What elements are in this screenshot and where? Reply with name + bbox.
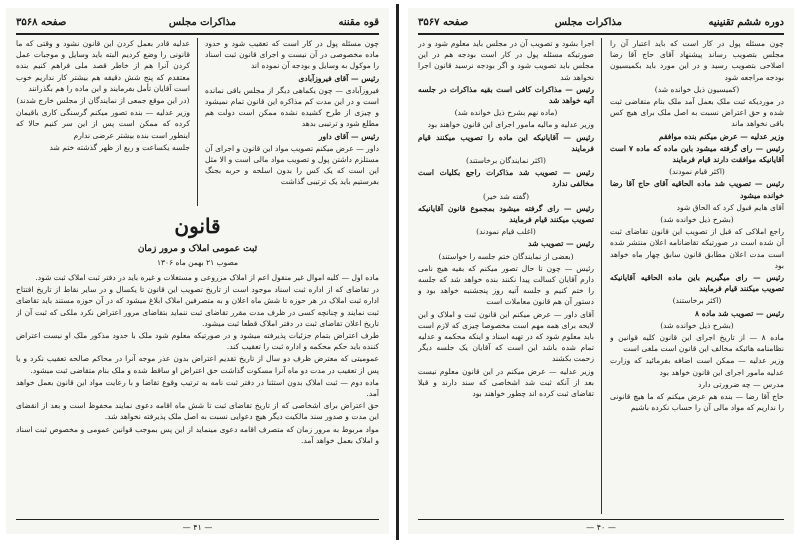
parenthetical-note: (در این موقع جمعی از نمایندگان از مجلس خارج شدند)	[16, 96, 190, 106]
paragraph: وزیر عدلیه — ممکن است اضافه بفرمائید که وزارت عدلیه مامور اجرای این قانون خواهد بود	[610, 356, 784, 377]
speaker-paragraph: وزیر عدلیه — عرض میکنم بنده موافقم	[658, 131, 784, 141]
left-header-left: صفحه ۳۵۶۸	[16, 16, 67, 28]
right-header-left: صفحه ۳۵۶۷	[418, 16, 469, 28]
paragraph: وزیر عدلیه و مالیه مامور اجرای این قانون خواهند بود	[427, 120, 594, 130]
parenthetical-note: (اغلب قیام نمودند)	[476, 227, 536, 237]
paragraph: در موردیکه ثبت ملک بعمل آمد ملک بنام متقاضی ثبت شده و حق اعتراض نسبت به اصل ملک برای هیچ کس باقی نخواهد ماند	[610, 97, 784, 129]
paragraph: آقای هایم قبول کرد که الحاق شود	[676, 202, 784, 212]
law-subtitle: ثبت عمومی املاک و مرور زمان	[137, 244, 258, 254]
parenthetical-note: (کمیسیون ذیل خوانده شد)	[654, 84, 740, 94]
right-page-right-column	[610, 38, 784, 514]
speaker-paragraph: رئیس — تصویب شد مذاکرات راجع بکلیات است مخالفی ندارد	[418, 168, 594, 189]
left-footer-rule	[16, 519, 379, 520]
paragraph: حاج آقا رضا — بنده هم عرض میکنم که ما هیچ قانونی را نداریم که مواد مالی آن را حساب نکرده باشیم	[610, 392, 784, 413]
speaker-paragraph: رئیس — آقای داور	[318, 131, 379, 141]
left-header-right: قوه مقننه	[338, 16, 379, 28]
paragraph: چون مسئله پول در کار است که تعقیب شود و حدود ماده مخصوصی در آن نیست و اجرای قانون ثبت اسناد را موکول به وسایل و بودجه آن نموده اند	[205, 39, 379, 71]
speaker-paragraph: رئیس — تصویب شد ماده ۸	[695, 308, 784, 318]
left-folio: — ۴۱ —	[182, 523, 213, 532]
parenthetical-note: (گفته شد خیر)	[482, 191, 530, 201]
right-page-left-column	[418, 38, 594, 514]
book-gutter	[396, 4, 399, 540]
paragraph: چون مسئله پول در کار است که باید اعتبار آن را مجلس بتصویب رساند پیشنهاد آقای حاج آقا رضا اصلاحی بتصویب رسید و در این مورد باید بکمیسیون بودجه مراجعه شود	[610, 39, 784, 82]
speaker-paragraph: رئیس — رای گرفته میشود بمجموع قانون آقایانیکه تصویب میکنند قیام فرمایند	[418, 203, 594, 225]
paragraph: وزیر عدلیه — عرض میکنم در این قانون معلوم نیست بعد از آنکه ثبت شد اشخاصی که سند دارند و قبلا تقاضای ثبت کرده اند چطور خواهند بود	[418, 366, 594, 399]
right-header-center: مذاکرات مجلس	[554, 16, 623, 28]
paragraph: عدلیه قادر بعمل کردن این قانون نشود و وقتی که ما قانونی را وضع کردیم البته باید وسایل و موجبات عمل کردن آنرا هم از خاطر قصد ملی فراهم کنیم بنده معتقدم که پنج شش دقیقه هم بیشتر کار نداریم خوب است آقایان تأمل بفرمایند و این ماده را هم بگذرانند	[16, 39, 190, 93]
left-header-center: مذاکرات مجلس	[168, 16, 237, 28]
speaker-paragraph: رئیس — تصویب شد ماده الحاقیه آقای حاج آقا رضا خوانده میشود	[610, 179, 784, 200]
speaker-paragraph: رئیس — تصویب شد	[528, 239, 594, 249]
paragraph: اجرا بشود و تصویب آن در مجلس باید معلوم شود و در صورتیکه مسئله پول در کار است بودجه هم در این مجلس باید تصویب شود و اگر بودجه نرسید قانون اجرا نخواهد شد	[418, 39, 594, 82]
law-article: عمومیتی که معترض ظرف دو سال از تاریخ تقدیم اعتراض بدون عذر موجه آنرا در محاکم صالحه تعقیب نکرد و یا پس از تعقیب در مدت دو ماه آنرا مسکوت گذاشت حق اعتراض او ساقط شده و ملک بنام متقاضی ثبت میشود.	[16, 354, 379, 375]
right-page-header	[418, 14, 784, 30]
paragraph: آقای داور — عرض میکنم این قانون ثبت و املاک و این لایحه برای همه مهم است مخصوصا چیزی که لازم است باید معلوم شود که در تهیه اسناد و اینکه محکمه و عدلیه تمام شده باشد این است که آقایان یک جلسه دیگر زحمت بکشند	[418, 309, 594, 364]
left-page-left-column	[16, 38, 190, 208]
paragraph: ماده ۸ — از تاریخ اجرای این قانون کلیه قوانین و نظامنامه هائیکه مخالف این قانون است ملغی است	[610, 333, 784, 354]
parenthetical-note: (اکثر قیام نمودند)	[669, 167, 725, 177]
parenthetical-note: (اکثر برخاستند)	[672, 296, 722, 306]
right-column-divider	[601, 38, 602, 514]
parenthetical-note: (اکثر نمایندگان برخاستند)	[466, 156, 546, 166]
left-column-divider	[197, 38, 198, 206]
law-date: مصوب ۲۱ بهمن ماه ۱۳۰۶	[156, 258, 238, 267]
speaker-paragraph: رئیس — مذاکرات کافی است بقیه مذاکرات در جلسه آتیه خواهد شد	[418, 84, 594, 106]
law-title: قانون	[174, 214, 221, 238]
law-article: طرف اعتراض بتمام جزئیات پذیرفته میشود و در صورتیکه معلوم شود ملک با حدود مذکور ملک او نیست اعتراض کننده باید حکم محکمه و اداره ثبت را تعقیب کند.	[16, 331, 379, 352]
right-footer-rule	[418, 519, 784, 520]
law-article: مواد مربوط به مرور زمان که متصرف اقامه دعوی مینماید از این پس بموجب قوانین عمومی و مخصوص ثبت اسناد و املاک بعمل خواهد آمد.	[16, 424, 379, 445]
paragraph: راجع املاکی که قبل از تصویب این قانون تقاضای ثبت آن شده است در صورتیکه تقاضانامه اعلان منتشر شده است مدت اعلان مطابق قانون سابق چهار ماه خواهد بود	[610, 227, 784, 270]
paragraph: وزیر عدلیه — بنده تصور میکنم گرسنگی کاری باقیمان کرده که ممکن است پس از این سر کنیم حالا که اینطور است بنده بیشتر عرضی ندارم	[16, 108, 190, 140]
paragraph: رئیس — چون تا حال تصور میکنم که بقیه هیچ نامی دارم آقایان کسالت پیدا نکنند بنده خواهد شد که جلسه را ختم کنیم و جلسه آتیه روز پنجشنبه خواهد بود و دستور آن هم قانون معاملات است	[418, 263, 594, 307]
parenthetical-note: (بشرح ذیل خوانده شد)	[660, 215, 734, 225]
speaker-paragraph: رئیس — آقای فیروزآبادی	[298, 73, 379, 83]
left-page-right-column	[205, 38, 379, 208]
left-page	[6, 8, 389, 534]
speaker-paragraph: رئیس — رای میگیریم باین ماده الحاقیه آقایانیکه تصویب میکنند قیام فرمایند	[610, 273, 784, 294]
left-header-rule	[16, 33, 379, 35]
paragraph: فیروزآبادی — چون یکماهی دیگر از مجلس باقی نمانده است و در این مدت کم مذاکره این قانون تمام نمیشود و چیزی از طرح کشیده نشده ممکن است دولت هم مطلع شود و ترتیبی بدهد	[205, 85, 379, 129]
parenthetical-note: (ماده نهم بشرح ذیل خوانده شد)	[454, 108, 558, 118]
law-article: ماده اول — کلیه اموال غیر منقول اعم از املاک مزروعی و مستغلات و غیره باید در دفتر ثبت املاک ثبت شود.	[35, 273, 379, 282]
paragraph: مدرس — چه ضرورتی دارد	[698, 379, 784, 389]
right-header-right: دوره ششم تقنینیه	[708, 16, 784, 28]
right-header-rule	[418, 33, 784, 35]
right-folio: — ۴۰ —	[586, 523, 616, 532]
parenthetical-note: (بعضی از نمایندگان ختم جلسه را خواستند)	[438, 251, 574, 261]
law-article: حق اعتراض برای اشخاصی که از تاریخ تقاضای ثبت تا شش ماه اقامه دعوی نمایند محفوظ است و بعد از انقضای این مدت و صدور سند مالکیت دیگر هیچ دعوایی نسبت به اصل ملک پذیرفته نخواهد شد.	[16, 401, 379, 422]
parenthetical-note: (بشرح ذیل خوانده شد)	[660, 320, 734, 330]
paragraph: داور — عرض میکنم تصویب مواد این قانون و اجرای آن مستلزم داشتن پول و تصویب مواد مالی است و الا مثل این است که یک کس را بدون اسلحه و حربه بجنگ بفرستیم باید یک ترتیبی گذاشت	[205, 143, 379, 187]
left-page-header	[16, 14, 379, 30]
law-article: در تقاضای که از اداره ثبت اسناد موجود است از تاریخ تصویب این قانون تا یکسال و در سایر نقاط از تاریخ افتتاح اداره ثبت املاک در هر حوزه تا شش ماه اعلان و به متصرفین املاک ابلاغ میشود که در آن حوزه مستند باید تقاضای ثبت نمایند و چنانچه کسی در ظرف مدت مقرر تقاضای ثبت ننماید بتقاضای مرور اعتراض نکرد ملکی که ثبت آن از تاریخ اعلان تقاضای ثبت در دفتر املاک قطعا ثبت میشود.	[16, 285, 379, 328]
right-page	[408, 8, 794, 534]
law-article: ماده دوم — ثبت املاک بدون استثنا در دفتر ثبت نامه به ترتیب وقوع تقاضا و با رعایت مواد این قانون بعمل خواهد آمد.	[16, 377, 379, 399]
law-body	[16, 272, 379, 516]
speaker-paragraph: رئیس — آقایانیکه این ماده را تصویب میکنند قیام فرمایند	[418, 132, 594, 153]
speaker-paragraph: رئیس — رای گرفته میشود باین ماده که ماده ۷ است آقایانیکه موافقت دارند قیام فرمایند	[610, 143, 784, 165]
paragraph: جلسه یکساعت و ربع از ظهر گذشته ختم شد	[49, 142, 190, 152]
